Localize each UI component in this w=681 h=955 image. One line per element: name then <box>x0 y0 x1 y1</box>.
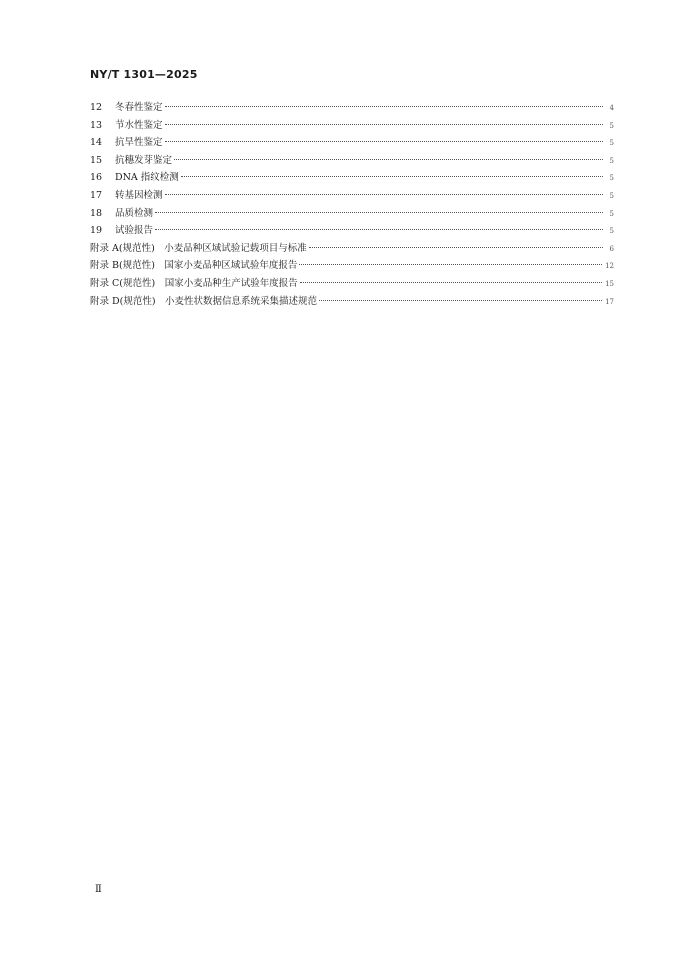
toc-entry[interactable] <box>90 257 614 275</box>
toc-entry-title: 附录 C(规范性) 国家小麦品种生产试验年度报告 <box>90 277 298 289</box>
toc-entry-page: 5 <box>609 227 614 236</box>
toc-entry[interactable] <box>90 99 614 117</box>
toc-leader-dots <box>155 228 603 230</box>
toc-entry-page: 5 <box>609 191 614 200</box>
toc-entry-number: 19 <box>90 225 103 237</box>
toc-entry[interactable] <box>90 222 614 240</box>
toc-leader-dots <box>181 175 603 177</box>
page-number: Ⅱ <box>95 884 102 895</box>
toc-leader-dots <box>165 193 603 195</box>
toc-entry[interactable] <box>90 240 614 258</box>
toc-leader-dots <box>165 105 603 107</box>
toc-leader-dots <box>300 281 602 283</box>
toc-entry-title: 节水性鉴定 <box>115 119 163 131</box>
toc-entry-page: 5 <box>609 121 614 130</box>
toc-entry-page: 17 <box>605 297 614 306</box>
toc-entry-title: 品质检测 <box>115 207 154 219</box>
toc-leader-dots <box>309 246 603 248</box>
toc-leader-dots <box>165 123 603 125</box>
toc-entry-title: 抗旱性鉴定 <box>115 137 163 149</box>
toc-entry-number: 12 <box>90 102 103 113</box>
toc-entry-title: 附录 D(规范性) 小麦性状数据信息系统采集描述规范 <box>90 295 318 307</box>
toc-entry-title: 冬春性鉴定 <box>115 102 163 113</box>
toc-entry-page: 12 <box>605 262 614 271</box>
toc-entry-page: 5 <box>609 139 614 148</box>
toc-entry[interactable] <box>90 187 614 205</box>
toc-entry[interactable] <box>90 134 614 152</box>
toc-entry[interactable] <box>90 205 614 223</box>
toc-entry[interactable] <box>90 293 614 311</box>
toc-leader-dots <box>299 263 602 265</box>
toc-leader-dots <box>319 299 602 301</box>
toc-entry[interactable] <box>90 169 614 187</box>
toc-leader-dots <box>155 211 603 213</box>
toc-entry-number: 14 <box>90 137 103 149</box>
toc-entry[interactable] <box>90 152 614 170</box>
toc-entry-number: 15 <box>90 154 103 166</box>
toc-leader-dots <box>165 140 603 142</box>
toc-entry-page: 4 <box>609 104 614 112</box>
toc-entry-page: 5 <box>609 156 614 165</box>
document-code: NY/T 1301—2025 <box>90 68 198 81</box>
toc-entry-page: 6 <box>609 244 614 253</box>
toc-entry-title: 转基因检测 <box>115 189 163 201</box>
toc-entry-title: 抗穗发芽鉴定 <box>115 154 173 166</box>
toc-entry-number: 18 <box>90 207 103 219</box>
toc-entry-number: 16 <box>90 172 103 184</box>
toc-leader-dots <box>174 158 603 160</box>
toc-entry-title: 附录 A(规范性) 小麦品种区域试验记载项目与标准 <box>90 242 307 254</box>
toc-entry-title: DNA 指纹检测 <box>115 172 179 184</box>
table-of-contents <box>90 99 614 310</box>
toc-entry-number: 17 <box>90 189 103 201</box>
toc-entry-page: 5 <box>609 209 614 218</box>
toc-entry[interactable] <box>90 275 614 293</box>
toc-entry-page: 5 <box>609 174 614 183</box>
toc-entry-page: 15 <box>605 279 614 288</box>
toc-entry-title: 附录 B(规范性) 国家小麦品种区域试验年度报告 <box>90 260 298 272</box>
toc-entry-number: 13 <box>90 119 103 131</box>
toc-entry-title: 试验报告 <box>115 225 154 237</box>
toc-entry[interactable] <box>90 117 614 135</box>
